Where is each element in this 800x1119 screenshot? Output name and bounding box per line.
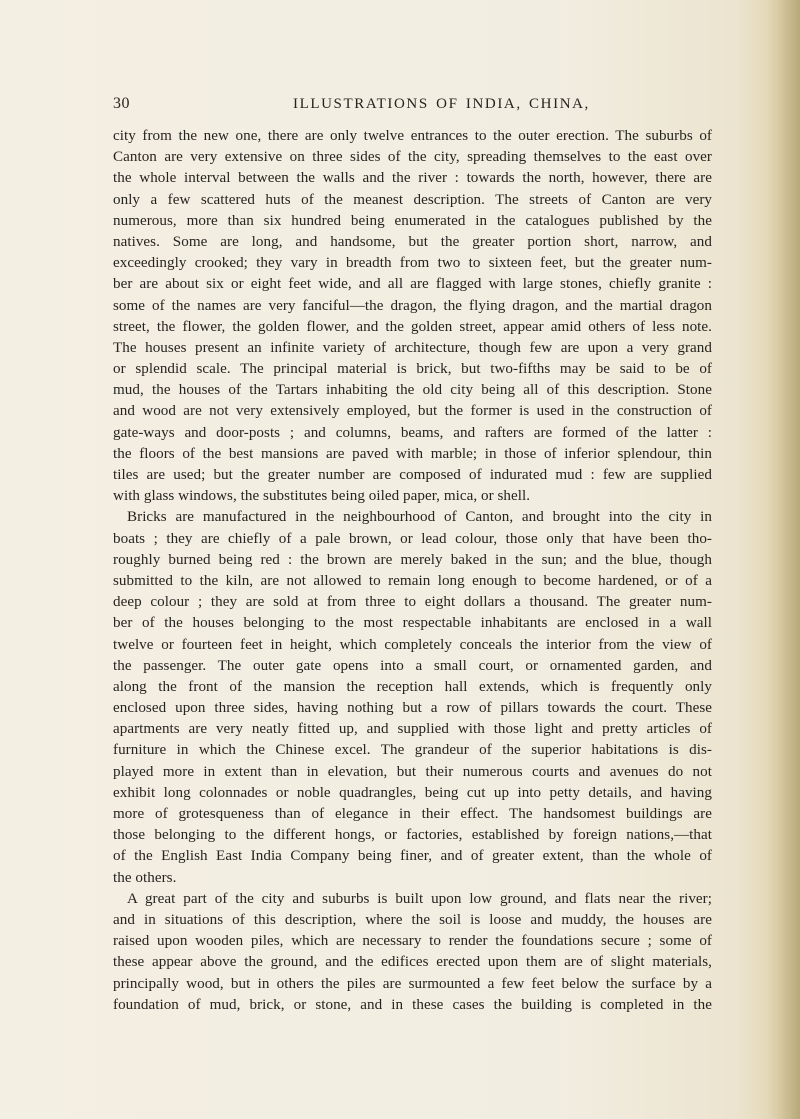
text-line: these appear above the ground, and the edifices erected upon them are of slight materials, xyxy=(113,954,712,971)
text-line: A great part of the city and suburbs is built upon low ground, and flats near the river; xyxy=(127,890,712,907)
text-line: Canton are very extensive on three sides of the city, spreading themselves to the east over xyxy=(113,149,712,166)
text-line: those belonging to the different hongs, or factories, established by foreign nations,—that xyxy=(113,827,712,844)
text-line: exhibit long colonnades or noble quadrangles, being cut up into petty details, and having xyxy=(113,784,712,801)
text-line: submitted to the kiln, are not allowed to remain long enough to become hardened, or of a xyxy=(113,572,712,589)
page-edge-shadow xyxy=(766,0,800,1119)
text-line: more of grotesqueness than of elegance in their effect. The handsomest buildings are xyxy=(113,806,712,822)
text-line: and in situations of this description, where the soil is loose and muddy, the houses are xyxy=(113,911,712,928)
text-line: or splendid scale. The principal material is brick, but two-fifths may be said to be of xyxy=(113,361,712,378)
text-line: the whole interval between the walls and the river : towards the north, however, there are xyxy=(113,170,712,187)
text-line: deep colour ; they are sold at from three to eight dollars a thousand. The greater num- xyxy=(113,594,712,611)
text-line: numerous, more than six hundred being enumerated in the catalogues published by the xyxy=(113,212,712,229)
text-line: of the English East India Company being finer, and of greater extent, than the whole of xyxy=(113,848,712,865)
text-line: enclosed upon three sides, having nothing but a row of pillars towards the court. These xyxy=(113,700,712,717)
text-line: furniture in which the Chinese excel. The grandeur of the superior habitations is dis- xyxy=(113,742,712,759)
text-line: and wood are not very extensively employed, but the former is used in the construction of xyxy=(113,403,712,420)
text-line: The houses present an infinite variety of architecture, though few are upon a very grand xyxy=(113,339,712,356)
text-line: only a few scattered huts of the meanest description. The streets of Canton are very xyxy=(113,191,712,208)
text-line: tiles are used; but the greater number are composed of indurated mud : few are supplied xyxy=(113,467,712,483)
text-line: gate-ways and door-posts ; and columns, beams, and rafters are formed of the latter : xyxy=(113,424,712,441)
text-line: played more in extent than in elevation, but their numerous courts and avenues do not xyxy=(113,763,712,780)
text-line: exceedingly crooked; they vary in breadth from two to sixteen feet, but the greater num- xyxy=(113,255,712,272)
text-line: roughly burned being red : the brown are merely baked in the sun; and the blue, though xyxy=(113,551,712,568)
text-line: apartments are very neatly fitted up, and supplied with those light and pretty articles of xyxy=(113,721,712,738)
page-header xyxy=(113,95,713,119)
text-line: along the front of the mansion the reception hall extends, which is frequently only xyxy=(113,678,712,695)
text-line: ber of the houses belonging to the most respectable inhabitants are enclosed in a wall xyxy=(113,615,712,632)
body-text xyxy=(113,126,712,1016)
running-head: ILLUSTRATIONS OF INDIA, CHINA, xyxy=(293,96,590,112)
page-number: 30 xyxy=(113,95,130,112)
text-line: foundation of mud, brick, or stone, and in these cases the building is completed in the xyxy=(113,996,712,1013)
text-line: mud, the houses of the Tartars inhabiting the old city being all of this description. Stone xyxy=(113,382,712,399)
text-line: some of the names are very fanciful—the dragon, the flying dragon, and the martial dragon xyxy=(113,297,712,314)
text-line: city from the new one, there are only twelve entrances to the outer erection. The suburbs of xyxy=(113,128,712,144)
text-line: the floors of the best mansions are paved with marble; in those of inferior splendour, thin xyxy=(113,445,712,462)
text-line: Bricks are manufactured in the neighbourhood of Canton, and brought into the city in xyxy=(127,509,712,526)
text-line: street, the flower, the golden flower, and the golden street, appear amid others of less note. xyxy=(113,318,712,335)
text-line: boats ; they are chiefly of a pale brown, or lead colour, those only that have been tho- xyxy=(113,530,712,547)
text-line: principally wood, but in others the piles are surmounted a few feet below the surface by a xyxy=(113,975,712,992)
text-line: the others. xyxy=(113,869,177,886)
text-line: with glass windows, the substitutes being oiled paper, mica, or shell. xyxy=(113,488,531,505)
text-line: natives. Some are long, and handsome, but the greater portion short, narrow, and xyxy=(113,233,712,250)
text-line: ber are about six or eight feet wide, and all are flagged with large stones, chiefly granite : xyxy=(113,276,712,293)
text-line: raised upon wooden piles, which are necessary to render the foundations secure ; some of xyxy=(113,933,712,950)
text-line: the passenger. The outer gate opens into a small court, or ornamented garden, and xyxy=(113,657,712,674)
text-line: twelve or fourteen feet in height, which completely conceals the interior from the view of xyxy=(113,636,712,653)
